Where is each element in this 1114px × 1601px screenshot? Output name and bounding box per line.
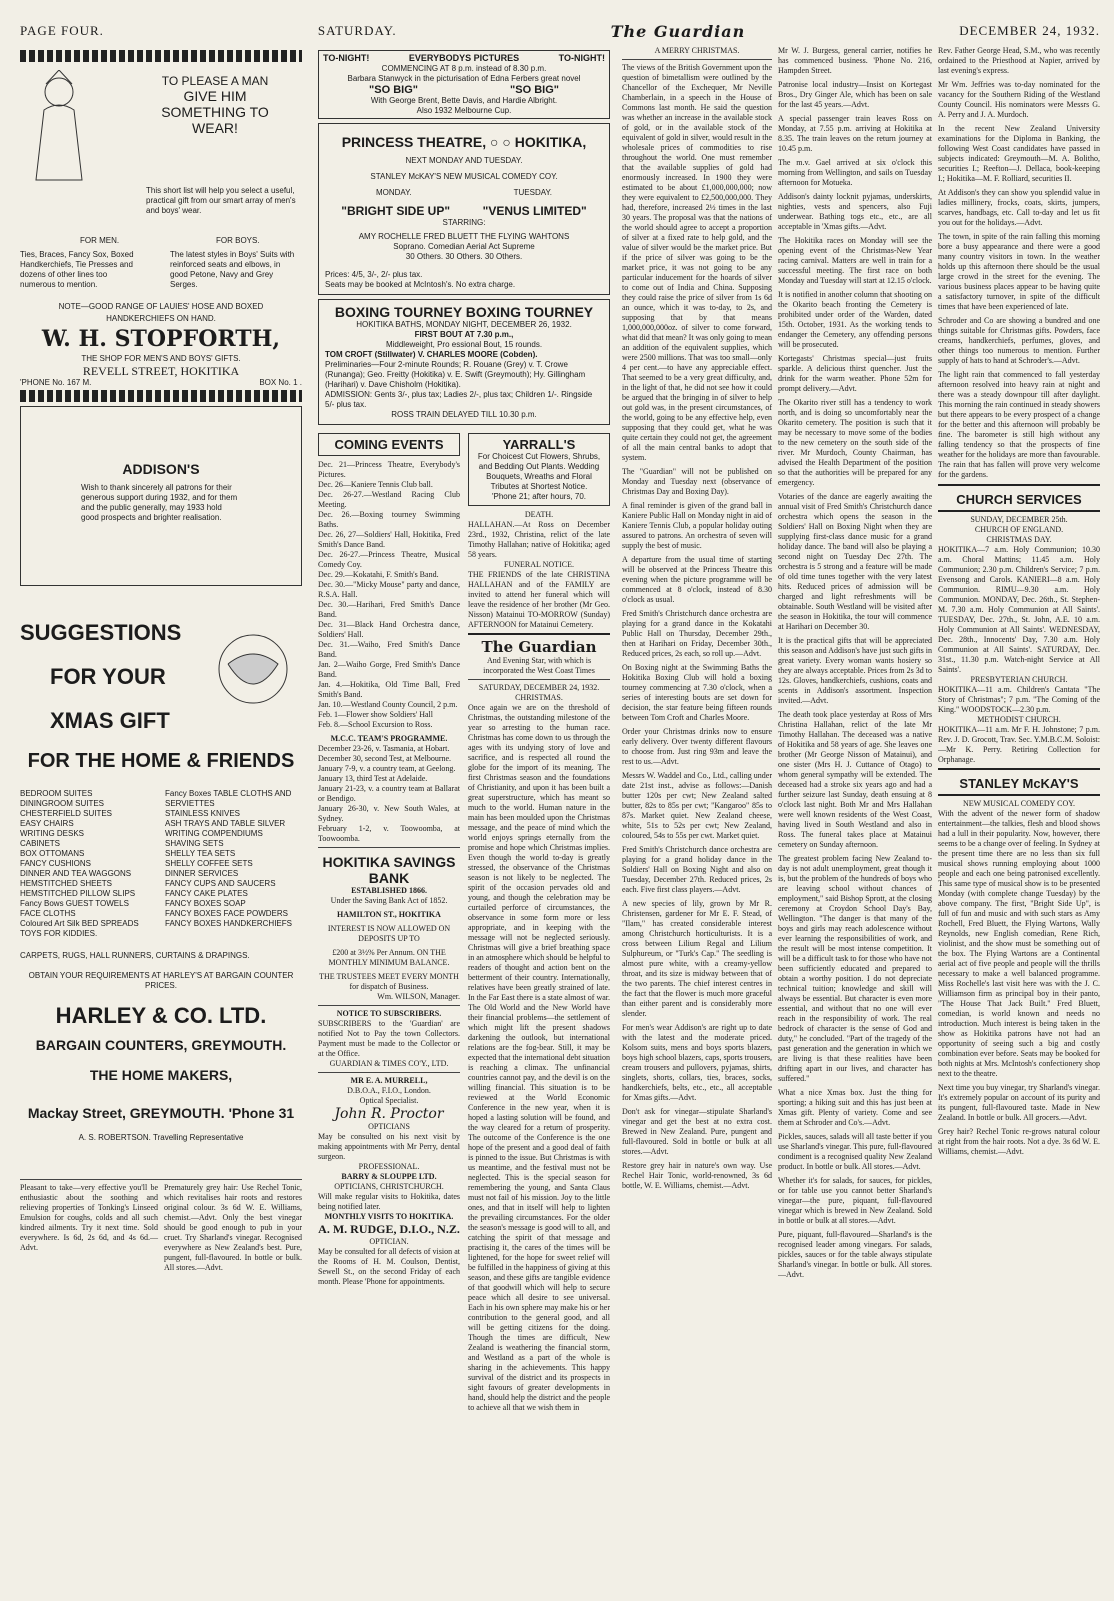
news-paragraph: The light rain that commenced to fall yesterday afternoon resolved into heavy rain at night and there was a steady downpour till after daylight. This morning the rain continued in steady showers but there appears to be every prospect of a change for the better and this afternoon will probably be fine. The barometer is still high without any falling tendency so that the prospects of fine weather for the holidays are more than favourable. The rain that has fallen will prove very welcome for the gardens.	[938, 370, 1100, 479]
funeral-text: THE FRIENDS of the late CHRISTINA HALLAHAN and of the FAMILY are invited to attend her funeral which will leave the residence of her brother (Mr Geo. Nisson) Matainui TO-MORROW (Sunday) AFTERNOON for Matainui Cemetery.	[468, 570, 610, 629]
addison-name: ADDISON'S	[122, 461, 200, 477]
divider	[318, 1072, 460, 1073]
pictures-name: EVERYBODYS PICTURES	[408, 53, 520, 63]
divider	[938, 794, 1100, 796]
harley-home-friends: FOR THE HOME & FRIENDS	[27, 750, 295, 772]
methodist-services: HOKITIKA—11 a.m. Mr F. H. Johnstone; 7 p.m. Rev. J. D. Grocott, Trav. Sec. Y.M.B.C.M. Soloist:—Mr K. Perry. Retiring Collection for Orphanage.	[938, 725, 1100, 764]
harley-list-item: DINNER SERVICES	[165, 869, 239, 878]
harley-list-item: FANCY BOXES FACE POWDERS	[165, 909, 288, 918]
coming-event-item: Dec. 26.—Boxing tourney Swimming Baths.	[318, 510, 460, 529]
divider	[468, 679, 610, 680]
pictures-desc: Barbara Stanwyck in the picturisation of Edna Ferbers great novel	[347, 74, 581, 83]
divider	[938, 768, 1100, 770]
coming-event-item: Dec. 31.—Waiho, Fred Smith's Dance Band.	[318, 640, 460, 659]
bank-rate: £200 at 3½% Per Annum. ON THE MONTHLY MINIMUM BALANCE.	[328, 948, 450, 967]
church-date: SUNDAY, DECEMBER 25th.	[970, 515, 1068, 524]
news-paragraph: It is the practical gifts that will be appreciated this season and Addison's have just such gifts in great variety. Every woman wants hosiery so they are always acceptable. Prices from 2s 3d to 12s. Gloves, handkerchiefs, cushions, coats and scents in Addison's assortment. Inspection invited.—Advt.	[778, 636, 932, 705]
divider	[938, 484, 1100, 486]
mcc-item: January 26-30, v. New South Wales, at Sydney.	[318, 804, 460, 823]
news-paragraph: Messrs W. Waddel and Co., Ltd., calling under date 21st inst., advise as follows:—Danish butter 120s per cwt; New Zealand salted butter, 82s to 85s per cwt; "Kangaroo" 85s to 87s. Market quiet. New Zealand cheese, white, 51s to 52s per cwt; New Zealand, coloured, 54s to 55s per cwt. Market quiet.	[622, 771, 772, 840]
harley-list-item: WRITING DESKS	[20, 829, 85, 838]
harley-list-item: TOYS FOR KIDDIES.	[20, 929, 98, 938]
methodist-heading: METHODIST CHURCH.	[977, 715, 1061, 724]
mcc-item: January 21-23, v. a country team at Ballarat or Bendigo.	[318, 784, 460, 803]
rudge-name: A. M. RUDGE, D.I.O., N.Z.	[318, 1222, 460, 1236]
bank-act: Under the Saving Bank Act of 1852.	[330, 896, 448, 905]
death-heading: DEATH.	[524, 510, 554, 519]
column-2-split	[318, 429, 610, 1413]
stopforth-note: NOTE—GOOD RANGE OF LAUIES' HOSE AND BOXED	[58, 302, 264, 311]
coe-heading: CHURCH OF ENGLAND.	[974, 525, 1064, 534]
pictures-also: Also 1932 Melbourne Cup.	[416, 106, 512, 115]
mcc-item: January 13, third Test at Adelaide.	[318, 774, 428, 783]
boxing-main: Middleweight, Pro essional Bout, 15 rounds.	[385, 340, 543, 349]
news-paragraph: A new species of lily, grown by Mr R. Christensen, gardener for Mr E. F. Stead, of "Ilam," has created considerable interest among Christchurch horticulturists. It is a cross between Lilium Regal and Lilium Sulphureum, or "Turk's Cap." The seedling is almost pure white, with a creamy-yellow throat, and its size is midway between that of the two parents. The chief interest centres in the fact that the flower is much more graceful than either parent and is considerably more slender.	[622, 899, 772, 1018]
film-title: "SO BIG"	[510, 84, 559, 96]
boxing-ad	[318, 299, 610, 425]
news-paragraph: Fred Smith's Christchurch dance orchestra are playing for a grand dance in the Kokatahi Public Hall on Thursday, December 29th., then at Harihari on Friday, December 30th., Reduced prices, 2s each, so roll up.—Advt.	[622, 609, 772, 658]
masthead-date: DECEMBER 24, 1932.	[959, 23, 1100, 38]
subscribers-sign: GUARDIAN & TIMES CO'Y., LTD.	[329, 1059, 449, 1068]
coming-event-item: Dec. 30.—"Micky Mouse" party and dance, R.S.A. Hall.	[318, 580, 460, 599]
day-label: TUESDAY.	[513, 188, 553, 197]
coming-event-item: Dec. 26—Kaniere Tennis Club ball.	[318, 480, 433, 489]
tonic-vinegar-ad: Prematurely grey hair: Use Rechel Tonic, which revitalises hair roots and restores original colour. 3s 6d W. E. Williams, chemist.—Advt. Only the best vinegar should be good enough to pub in your cruet. Try Sharland's vinegar. Recognised everywhere as New Zealand's best. Pure, pungent, full-flavoured. In bottle or bulk. All stores.—Advt.	[164, 1183, 302, 1272]
addison-ad	[20, 406, 302, 586]
harley-list-item: ASH TRAYS AND TABLE SILVER	[165, 819, 286, 828]
murrell-name: MR E. A. MURRELL,	[350, 1076, 428, 1085]
news-paragraph: The Hokitika races on Monday will see the opening event of the Christmas-New Year racing carnival. Matters are well in train for a successful meeting. The first race on both Monday and Tuesday will start at 12.15 o'clock.	[778, 236, 932, 285]
news-paragraph: Restore grey hair in nature's own way. Use Rechel Hair Tonic, world-renowned, 3s 6d bottle, W. E. Williams, chemist.—Advt.	[622, 1161, 772, 1190]
harley-for-your: FOR YOUR	[50, 664, 166, 689]
harley-makers: THE HOME MAKERS,	[89, 1067, 233, 1083]
headline-line: WEAR!	[192, 120, 238, 136]
harley-list-item: FANCY BOXES SOAP	[165, 899, 246, 908]
yarrall-ad	[468, 433, 610, 506]
coming-event-item: Dec. 26, 27—Soldiers' Hall, Hokitika, Fred Smith's Dance Band.	[318, 530, 460, 549]
news-paragraph: Pickles, sauces, salads will all taste better if you use Sharland's vinegar. This pure, full-flavoured condiment is a recognised quality New Zealand product. In bottle or bulk. All stores.—Advt.	[778, 1132, 932, 1171]
barry-name: BARRY & SLOUPPE LTD.	[341, 1172, 437, 1181]
column-news-1	[622, 46, 772, 1195]
column-news-2	[778, 46, 932, 1284]
tonight-label: TO-NIGHT!	[558, 53, 605, 63]
stopforth-tagline: THE SHOP FOR MEN'S AND BOYS' GIFTS.	[81, 354, 241, 363]
coming-event-item: Dec. 26-27.—Westland Racing Club Meeting.	[318, 490, 460, 509]
news-paragraph: Next time you buy vinegar, try Sharland's vinegar. It's extremely popular on account of its purity and its pungent, full-flavoured taste. Made in New Zealand. In bottle or bulk. All grocers.—Advt.	[938, 1083, 1100, 1122]
news-paragraph: A departure from the usual time of starting will be observed at the Princess Theatre this evening when the picture programme will be commenced at 8 o'clock, instead of 8.30 o'clock as usual.	[622, 555, 772, 604]
pictures-films	[323, 84, 605, 96]
harley-list-item: Fancy Bows GUEST TOWELS	[20, 899, 129, 908]
boxing-venue: HOKITIKA BATHS, MONDAY NIGHT, DECEMBER 26, 1932.	[356, 320, 572, 329]
coming-event-item: Dec. 21—Princess Theatre, Everybody's Pictures.	[318, 460, 460, 479]
harley-xmas-gift: XMAS GIFT	[50, 708, 170, 733]
news-paragraph: For men's wear Addison's are right up to date with the latest and the moderate priced. Kolsom suits, mens and boys sports blazers, boys high school blazers, caps, sports trousers, cream trousers and pullovers, pyjamas, shirts, singlets, shorts, collars, ties, braces, socks, handkerchiefs, belts, etc., etc., all acceptable for Xmas gifts.—Advt.	[622, 1023, 772, 1102]
stanley-sub: NEW MUSICAL COMEDY COY.	[962, 799, 1075, 808]
news-paragraph: Addison's dainty locknit pyjamas, underskirts, nighties, vests and spencers, also Fuji underwear. Bathing togs etc., etc., are all acceptable in 'Xmas gifts.—Advt.	[778, 192, 932, 231]
coming-event-item: Jan. 2—Waiho Gorge, Fred Smith's Dance Band.	[318, 660, 460, 679]
harley-rep: A. S. ROBERTSON. Travelling Representative	[78, 1133, 244, 1142]
news-paragraph: At Addison's they can show you splendid value in ladies millinery, frocks, coats, skirts, jumpers, scarves, handbags, etc. Call to-day and let us fit you out for the holidays.—Advt.	[938, 188, 1100, 227]
coming-event-item: Dec. 31—Black Hand Orchestra dance, Soldiers' Hall.	[318, 620, 460, 639]
coming-event-item: Jan. 4.—Hokitika, Old Time Ball, Fred Smith's Band.	[318, 680, 460, 699]
coming-events-box	[318, 433, 460, 456]
news-paragraph: Order your Christmas drinks now to ensure early delivery. Over twenty different flavours to choose from. Just ring 93m and leave the rest to us.—Advt.	[622, 727, 772, 766]
harley-list-item: FANCY BOXES HANDKERCHIEFS	[165, 919, 292, 928]
rudge-role: OPTICIAN.	[369, 1237, 409, 1246]
boys-heading: FOR BOYS.	[216, 236, 260, 245]
harley-list-item: WRITING COMPENDIUMS	[165, 829, 263, 838]
men-list: Ties, Braces, Fancy Sox, Boxed Handkerchiefs, Tie Presses and dozens of other lines too numerous to mention.	[20, 250, 134, 289]
divider	[318, 1005, 460, 1006]
princess-title: PRINCESS THEATRE, ○ ○ HOKITIKA,	[341, 134, 587, 150]
day-label: MONDAY.	[375, 188, 412, 197]
guardian-date: SATURDAY, DECEMBER 24, 1932.	[478, 683, 600, 692]
divider	[938, 510, 1100, 512]
addison-text: Wish to thank sincerely all patrons for their generous support during 1932, and for them and the public generally, may 1933 hold good prospects and brighter realisation.	[81, 483, 238, 522]
stanley-title: STANLEY McKAY'S	[959, 776, 1079, 791]
divider	[20, 1179, 302, 1180]
men-heading: FOR MEN.	[80, 236, 120, 245]
coming-event-item: Dec. 29.—Kokatahi, F. Smith's Band.	[318, 570, 439, 579]
princess-ad	[318, 123, 610, 295]
proctor-logo: John R. Proctor	[334, 1106, 444, 1122]
harley-list-item: SHELLY TEA SETS	[165, 849, 236, 858]
guardian-title: The Guardian	[481, 638, 597, 656]
stopforth-name: W. H. STOPFORTH,	[41, 326, 281, 352]
boxing-fight: TOM CROFT (Stillwater) V. CHARLES MOORE (Cobden).	[325, 350, 538, 359]
princess-company: STANLEY McKAY'S NEW MUSICAL COMEDY COY.	[370, 172, 558, 181]
decorative-border	[20, 390, 302, 402]
harley-obtain: OBTAIN YOUR REQUIREMENTS AT HARLEY'S AT BARGAIN COUNTER PRICES.	[28, 971, 294, 990]
harley-list-item: DININGROOM SUITES	[20, 799, 105, 808]
mcc-item: February 1-2, v. Toowoomba, at Toowoomba.	[318, 824, 460, 843]
news-paragraph: It is notified in another column that shooting on the Okarito beach fronting the Cemetery is prohibited under order of the Warden, dated 15th. October, 1931. As the working tends to endanger the Cemetery, any offending persons will be prosecuted.	[778, 290, 932, 349]
murrell-text: May be consulted on his next visit by making appointments with Mr Perry, dental surgeon.	[318, 1132, 460, 1161]
santa-illustration	[24, 70, 94, 190]
stopforth-ad	[20, 66, 302, 386]
harley-name: HARLEY & CO. LTD.	[55, 1003, 267, 1028]
starring-label: STARRING:	[442, 218, 486, 227]
mcc-list	[318, 744, 460, 844]
harley-list-item: FACE CLOTHS	[20, 909, 76, 918]
princess-days	[325, 188, 603, 198]
barry-text: Will make regular visits to Hokitika, dates being notified later.	[318, 1192, 460, 1211]
news-paragraph: Schroder and Co are showing a bundred and one things suitable for Christmas gifts. Powders, face creams, handkerchiefs, perfumes, gloves, and other things too numerous to mention. Further supply of hats to hand at Schroder's.—Advt.	[938, 316, 1100, 365]
princess-cast: AMY ROCHELLE FRED BLUETT THE FLYING WAHTONS	[358, 232, 570, 241]
princess-when: NEXT MONDAY AND TUESDAY.	[405, 156, 523, 165]
coming-events-title: COMING EVENTS	[334, 437, 444, 452]
divider	[318, 847, 460, 848]
harley-ad	[20, 620, 302, 1176]
pictures-time: COMMENCING AT 8 p.m. instead of 8.30 p.m.	[381, 64, 547, 73]
editorial-text: Once again we are on the threshold of Christmas, the outstanding milestone of the year so arresting to the human race. Christmas has come down to us through the ages with its undying story of love and sacrifice, and is respected all round the globe for the import of its meaning. The first Christmas season and the foundations of Christianity, and upon it has been built a great superstructure, which has meant so much to the world. Human nature in the main has been moulded upon the Christmas message, and the peace of mind which the world enjoys springs eternally from the promise and hope which Christmas implies. Even though the world to-day is greatly stressed, the observance of the Christmas season is not likely to be neglected. The spirit of the occasion pervades old and young, and though the celebration may be curtailed perforce of circumstances, the observance in some form more or less appropriate, and in keeping with the message will not be neglected seriously. Christmas will give a brief breathing space in an atmosphere which should be helpful to readers of thought and action bent on the betterment of their country. Internationally, relatives have been greatly strained of late. In the Far East there is a state almost of war. The Old World and the New World have their financial problems—the settlement of which might lift the present shadows darkening the outlook, but international relations are the fog-bear. Still, it may be expected that the international debt situation is reaching a climax. The unfinancial countries cannot pay, and the devil is on the willing financial. This situation is to be reviewed at the World Economic Conference in the new year, when it is hoped a lasting solution will be found, and the way cleared for a return of prosperity. The outcome of the Conference is the one hope of the present and a good deal of faith is pinned to the issue. But Christmas is with us meantime, and the festival must not be neglected. This is the special season for remembering the young, and Santa Claus must not fail of his mission. Joy to the little ones, and that in itself will help to lighten the prevailing circumstances. For the older the season's message is good will to all, and catching the spirit of that message and practising it, the cares of the times will be lightened, for the hope for sweet relief will be fulfilled in the happiness of giving at this season, and these gifts are tangible evidence of that goodwill which will help to secure peace which all desire to see universal. Each in his own sphere may make his or her contribution to the general good, and all will be getting citizens for the doing. Though the times are difficult, New Zealand is weathering the financial storm, and Westland as a part of the whole is sharing in the achievements. This happy survival of the district and its prospects in sight favours of greater developments in hand, should help the district and the people to achieve all that we wish them in	[468, 703, 610, 1412]
harley-list-item: SHELLY COFFEE SETS	[165, 859, 253, 868]
harley-list-item: FANCY CUPS AND SAUCERS	[165, 879, 276, 888]
coming-event-item: Dec. 26-27.—Princess Theatre, Musical Comedy Coy.	[318, 550, 460, 569]
coe-services: HOKITIKA—7 a.m. Holy Communion; 10.30 a.m. Choral Mattins; 11.45 a.m. Holy Communion; 2.30 p.m. Children's Service; 7 p.m. Evensong and Carols. KANIERI—8 a.m. Holy Communion. RIMU—9.30 a.m. Holy Communion. MONDAY, Dec. 26th., St. Stephen-M. 7.30 a.m. Holy Communion at All Saints'. TUESDAY, Dec. 27th., St. John, A.E. 10 a.m. Holy Communion at All Saints'. WEDNESDAY, Dec. 28th., Innocents' Day, 7.30 a.m. Holy Communion at All Saints'. SATURDAY, Dec. 31st., 11.30 p.m. Watch-night Service at All Saints'.	[938, 545, 1100, 674]
harley-bargain: BARGAIN COUNTERS, GREYMOUTH.	[35, 1037, 287, 1053]
murrell-role: Optical Specialist.	[359, 1096, 419, 1105]
harley-list-item: BOX OTTOMANS	[20, 849, 85, 858]
news-paragraph: Mr Wm. Jeffries was to-day nominated for the vacancy for the Southern Riding of the Westland County Council. His nominators were Messrs G. A. Perry and J. A. Murdoch.	[938, 80, 1100, 119]
news-paragraph: The m.v. Gael arrived at six o'clock this morning from Wellington, and sails on Tuesday afternoon for Motueka.	[778, 158, 932, 187]
news-paragraph: A special passenger train leaves Ross on Monday, at 7.55 p.m. arriving at Hokitika at 8.35. The train leaves on the return journey at 10.45 p.m.	[778, 114, 932, 153]
bank-interest: INTEREST IS NOW ALLOWED ON DEPOSITS UP TO	[327, 924, 451, 943]
news-paragraph: The "Guardian" will not be published on Monday and Tuesday next (observance of Christmas Day and Boxing Day).	[622, 467, 772, 496]
bank-title: HOKITIKA SAVINGS BANK	[322, 854, 456, 886]
headline-line: TO PLEASE A MAN	[161, 74, 269, 88]
guardian-sub: And Evening Star, with which is incorporated the West Coast Times	[483, 656, 595, 675]
harley-list-item: SHAVING SETS	[165, 839, 224, 848]
editorial-heading: CHRISTMAS.	[515, 693, 563, 702]
harley-list-item: BEDROOM SUITES	[20, 789, 93, 798]
princess-roles: Soprano. Comedian Aerial Act Supreme	[393, 242, 535, 251]
divider	[622, 59, 772, 60]
divider	[468, 633, 610, 635]
news-paragraph: What a nice Xmas box. Just the thing for sporting; a hiking suit and this has just been at Xmas gift. Plenty of variety. Come and see them at Schroder and Co's.—Advt.	[778, 1088, 932, 1127]
merry-christmas: A MERRY CHRISTMAS.	[654, 46, 740, 55]
proctor-logo-sub: OPTICIANS	[368, 1122, 410, 1131]
masthead	[20, 22, 1100, 40]
subscribers-text: SUBSCRIBERS to the 'Guardian' are notified Not to Pay the town Collectors. Payment must be made to the Collector or at the Office.	[318, 1019, 460, 1058]
harley-list-item: STAINLESS KNIVES	[165, 809, 240, 818]
death-text: HALLAHAN.—At Ross on December 23rd., 1932, Christina, relict of the late Timothy Hallahan; native of Hokitika; aged 58 years.	[468, 520, 610, 559]
harley-street: Mackay Street, GREYMOUTH. 'Phone 31	[27, 1105, 295, 1121]
news-paragraph: The Okarito river still has a tendency to work north, and is doing so uncomfortably near the Okarito cemetery. The position is such that it may be necessary to move some of the bodies to the new cemetery on the south side of the river. Mr Murdoch, County Chairman, has advised the Health Department of the position so that the authorities will be prepared for any emergency.	[778, 398, 932, 487]
boxing-title: BOXING TOURNEY BOXING TOURNEY	[334, 304, 594, 320]
boys-list: The latest styles in Boys' Suits with reinforced seats and elbows, in good Petone, Navy and Grey Serges.	[170, 250, 295, 289]
santa-illustration	[208, 624, 298, 714]
rudge-text: May be consulted for all defects of vision at the Rooms of H. M. Coulson, Dentist, Sewell St., on the second Friday of each month. Please 'Phone for appointments.	[318, 1247, 460, 1286]
princess-shows	[325, 204, 603, 218]
headline-line: SOMETHING TO	[161, 104, 269, 120]
harley-list-item: DINNER AND TEA WAGGONS	[20, 869, 132, 878]
presbyterian-services: HOKITIKA—11 a.m. Children's Cantata "The Story of Christmas"; 7 p.m. "The Coming of the King." WOODSTOCK—2.30 p.m.	[938, 685, 1100, 714]
news-paragraph: Mr W. J. Burgess, general carrier, notifies he has commenced business. 'Phone No. 216, Hampden Street.	[778, 46, 932, 75]
mcc-item: December 30, second Test, at Melbourne.	[318, 754, 452, 763]
professional-heading: PROFESSIONAL.	[358, 1162, 420, 1171]
stopforth-address: REVELL STREET, HOKITIKA	[82, 364, 240, 378]
news-paragraph: With the advent of the newer form of shadow entertainment—the talkies, flesh and blood shows had a lull in their popularity. Now, however, there seems to be a change over of feeling. In Sydney at the present time there are no less than six full musical shows running employing about 1000 people and each one being patronised excellently. This same type of musical show is to be presented Monday (with complete change Tuesday) by the above company. The first, "Bright Side Up", is full of fun and music and with such stars as Amy Rochell, Fred Bluett, the Flying Wartons, Wally Reynolds, new English comedian, Rene Rich, violinist, and the show must be something out of the box. The Flying Wartons are a Continental aerial act of five people and people will the thrills necessary to make a well balanced programme. Miss Rochelle's last visit here was with the J. C. Williamson firm as principal boy in their panto, "The House That Jack Built." Fred Bluett, comedian, is world known and needs no introduction. Much interest is being taken in the show as Hokitika patrons have not had an opportunity of seeing such a big and costly combination ever before. Seats may be booked for both nights at Mrs. McIntosh's confectionery shop next to the theatre.	[938, 809, 1100, 1078]
stopforth-note-2: HANDKERCHIEFS ON HAND.	[106, 314, 216, 323]
news-paragraph: Kortegasts' Christmas special—just fruits sparkle. A delicious thirst quencher. Just the drink for the warm weather. Phone 52m for prompt delivery.—Advt.	[778, 354, 932, 393]
harley-list-item: CHESTERFIELD SUITES	[20, 809, 113, 818]
bank-trustees: THE TRUSTEES MEET EVERY MONTH for dispatch of Business.	[319, 972, 459, 991]
col2-left	[318, 429, 460, 1413]
yarrall-text: For Choicest Cut Flowers, Shrubs, and Bedding Out Plants. Wedding Bouquets, Wreaths and Floral Tributes at Shortest Notice.	[477, 452, 601, 491]
news-paragraph: The greatest problem facing New Zealand to-day is not adult unemployment, great though it is, but the problem of the hundreds of boys who are leaving school without chances of employment," said Bishop Sprott, at the closing ceremony at Croydon School Day's Bay, Wellington. "The danger is that many of the boys and girls may reach adolescence without ever learning the responsibilities of work, and the result will be most intense competition. It will be a difficult task to for those who have not been sufficiently educated and prepared to obtain a worthy position. I do not depreciate technical tuition; knowledge and skill will always be essential. But character is even more essential, and without that no one will ever reach in the responsibility of work. The real bedrock of character is the sense of God and duty," he concluded. "Part of the tragedy of the past generation and the generation in which we are living is that these realities have been drifting apart in our lives, and character has suffered."	[778, 854, 932, 1083]
bank-address: HAMILTON ST., HOKITIKA	[337, 910, 441, 919]
harley-list-item: Fancy Boxes TABLE CLOTHS AND SERVIETTES	[165, 789, 292, 808]
show-title: "BRIGHT SIDE UP"	[341, 204, 451, 218]
news-paragraph: On Boxing night at the Swimming Baths the Hokitika Boxing Club will hold a boxing tourney commencing at 7.30 o'clock, when a series of interesting bouts are set down for decision, the star feature being fifteen rounds between Tom Croft and Charles Moore.	[622, 663, 772, 722]
harley-list-item: HEMSTITCHED SHEETS	[20, 879, 113, 888]
boxing-prelim: Preliminaries—Four 2-minute Rounds; R. Rouane (Grey) v. T. Crowe (Runanga); Geo. Freitty (Hokitika) v. E. Swift (Greymouth); Hy. Gillingham (Harihari) v. Dave Chisholm (Hokitika).	[325, 360, 586, 389]
headline-line: GIVE HIM	[183, 88, 247, 104]
coming-event-item: Feb. 1—Flower show Soldiers' Hall	[318, 710, 433, 719]
funeral-heading: FUNERAL NOTICE.	[504, 560, 574, 569]
news-paragraph: Grey hair? Rechel Tonic re-grows natural colour at right from the hair roots. Not a dye. 3s 6d W. E. Williams, chemist.—Advt.	[938, 1127, 1100, 1156]
harley-list-item: HEMSTITCHED PILLOW SLIPS	[20, 889, 136, 898]
subscribers-title: NOTICE TO SUBSCRIBERS.	[336, 1009, 442, 1018]
monthly-heading: MONTHLY VISITS TO HOKITIKA.	[324, 1212, 454, 1221]
presbyterian-heading: PRESBYTERIAN CHURCH.	[970, 675, 1068, 684]
tonking-ad: Pleasant to take—very effective you'll be enthusiastic about the soothing and relieving properties of Tonking's Linseed Emulsion for coughs, colds and all such kindred ailments. Try it next time. Sold everywhere. Is 6d, 2s 6d, and 4s 6d.—Advt.	[20, 1183, 158, 1252]
bank-est: ESTABLISHED 1866.	[351, 886, 427, 895]
masthead-title: The Guardian	[610, 21, 746, 41]
coming-events-list	[318, 460, 460, 730]
coming-event-item: Jan. 10.—Westland County Council, 2 p.m.	[318, 700, 458, 709]
church-services-title: CHURCH SERVICES	[956, 492, 1082, 507]
news-paragraph: The death took place yesterday at Ross of Mrs Christina Hallahan, relict of the late Mr Timothy Hallahan. The deceased was a native of Hokitika and 58 years of age. She leaves one brother (Mr George Nisson of Matainui), and one sister (Mrs H. J. Cuttance of Otago) to whom general sympathy will be extended. The deceased had a stroke six years ago and had a further seizure last Sunday, death ensuing at 8 o'clock last night. Both Mr and Mrs Hallahan were well known residents of the West Coast, having lived in South Westland and also in Ross. The funeral takes place at Matainui cemetery on Sunday afternoon.	[778, 710, 932, 849]
bank-signature: Wm. WILSON, Manager.	[377, 992, 460, 1001]
princess-seats: Seats may be booked at McIntosh's. No extra charge.	[325, 280, 516, 289]
harley-list-right	[165, 789, 302, 939]
news-paragraph: The views of the British Government upon the question of bimetallism were outlined by the Chancellor of the Exchequer, Mr Neville Chamberlain, in a speech in the House of Commons last month. He said the question was whether an increase in the available stock of gold, or in the available stock of the equivalent of gold in silver, would result in the wholesale prices of commodities to rise throughout the world. One must remember that the available supplies of gold had enormously increased. In 1900 they were estimated to be about £1,000,000,000; now they were equivalent to £2,500,000,000. They had, therefore, increased 2½ times in the last 30 years. The proposal was that the nations of the world should agree to accept a proportion of silver at a fixed rate to help gold, and the value of silver would be the market price. But if the price of silver was going to be the market price, it was not going to be any particular inducement for the hoards of silver to come out of India and China. Supposing they could raise the price of silver from 1s 6d an ounce, which it was to-day, to 2s, and supposing that by that means 1,000,000,000oz. of silver to come forward, what did that mean? It was only going to mean an addition of the equivalent supplies, which were 2500 millions. That was too small—only 4 per cent.—to have any appreciable effect. That seemed to be a very great difficulty, and, in the light of that, he did not see how it could be argued that the bringing in of silver to help out gold was, in the present circumstances, of the world, going to be any effective help, even supposing that they could get, what he was quite certain they could not get, the agreement of all the main central banks to adopt that system.	[622, 63, 772, 462]
column-ads-left	[20, 46, 302, 1273]
boxing-admission: ADMISSION: Gents 3/-, plus tax; Ladies 2/-, plus tax; Children 1/-. Ringside 5/- plus tax.	[325, 390, 593, 409]
news-paragraph: Votaries of the dance are eagerly awaiting the annual visit of Fred Smith's Christchurch dance orchestra which opens the season in the Soldiers' Hall on Boxing Night when they are supplying first-class dance music for a grand holiday dance. The band will also be playing a second night on Tuesday Dec 27th. The orchestra is 5 strong and a feature will be made of old time tunes together with the very latest hits. Reduced prices of admission will be charged and light refreshments will be obtainable. South Westland will be visited after the season in Hokitika, the tour will commence at Harihari on December 30.	[778, 492, 932, 631]
boxing-first: FIRST BOUT AT 7.30 p.m.,	[414, 330, 514, 339]
yarrall-title: YARRALL'S	[502, 437, 576, 452]
stopforth-phone: 'PHONE No. 167 M.	[20, 378, 92, 387]
news-paragraph: Pure, piquant, full-flavoured—Sharland's is the recognised leader among vinegars. For salads, pickles, sauces or for the table always stipulate Sharland's vinegar. In bottle or bulk. All stores.—Advt.	[778, 1230, 932, 1279]
pictures-ad	[318, 50, 610, 119]
mcc-item: January 7-9, v. a country team, at Geelong.	[318, 764, 456, 773]
news-paragraph: A final reminder is given of the grand ball in Kaniere Public Hall on Monday night in aid of Kaniere Tennis Club, a popular holiday outing assured to patrons. An orchestra of seven will supply the best of music.	[622, 501, 772, 550]
stopforth-headline	[130, 74, 300, 136]
pictures-header	[323, 53, 605, 64]
harley-list-item: Coloured Art Silk BED SPREADS	[20, 919, 139, 928]
harley-list-item: CABINETS	[20, 839, 61, 848]
masthead-day: SATURDAY.	[317, 23, 397, 38]
stopforth-box: BOX No. 1 .	[259, 378, 302, 387]
coming-event-item: Feb. 8.—School Excursion to Ross.	[318, 720, 433, 729]
harley-product-list	[20, 789, 302, 939]
tonight-label: TO-NIGHT!	[323, 53, 370, 63]
harley-list-item: EASY CHAIRS	[20, 819, 74, 828]
news-paragraph: Patronise local industry—Insist on Kortegast Bros., Dry Ginger Ale, which has been on sale for the last 45 years.—Advt.	[778, 80, 932, 109]
stopforth-intro: This short list will help you select a useful, practical gift from our smart array of men's and boys' wear.	[146, 186, 296, 215]
pictures-with: With George Brent, Bette Davis, and Hardie Albright.	[370, 96, 558, 105]
princess-prices: Prices: 4/5, 3/-, 2/- plus tax.	[325, 270, 423, 279]
yarrall-phone: 'Phone 21; after hours, 70.	[491, 492, 587, 501]
news-paragraph: The town, in spite of the rain falling this morning bore a busy appearance and there were a good many country visitors in town. In the weather holds up this afternoon there should be the usual large crowd in the street for the evening. The various business places appear to be having quite a satisfactory turnover, in spite of the difficult times that have been experienced of late.	[938, 232, 1100, 311]
harley-list-item: FANCY CAKE PLATES	[165, 889, 248, 898]
news-paragraph: Whether it's for salads, for sauces, for pickles, or for table use you cannot better Sharland's vinegar—the pure, piquant, full-flavoured vinegar which is brewed in New Zealand. Sold in bottle or bulk at all stores.—Advt.	[778, 1176, 932, 1225]
show-title: "VENUS LIMITED"	[482, 204, 587, 218]
princess-others: 30 Others. 30 Others. 30 Others.	[405, 252, 523, 261]
boxing-train: ROSS TRAIN DELAYED TILL 10.30 p.m.	[391, 410, 537, 419]
news-paragraph: Fred Smith's Christchurch dance orchestra are playing for a grand holiday dance in the Soldiers' Hall on Boxing Night and also on Tuesday, December 27th. Reduced prices, 2s each. Five first class players.—Advt.	[622, 845, 772, 894]
mcc-item: December 23-26, v. Tasmania, at Hobart.	[318, 744, 450, 753]
christmas-day-heading: CHRISTMAS DAY.	[986, 535, 1052, 544]
harley-suggestions: SUGGESTIONS	[20, 620, 182, 645]
harley-list-left	[20, 789, 157, 939]
harley-carpets: CARPETS, RUGS, HALL RUNNERS, CURTAINS & DRAPINGS.	[20, 951, 250, 960]
page-number: PAGE FOUR.	[20, 23, 104, 38]
small-ads	[20, 1183, 302, 1273]
column-entertainment	[318, 46, 610, 1413]
harley-list-item: FANCY CUSHIONS	[20, 859, 91, 868]
news-paragraph: Rev. Father George Head, S.M., who was recently ordained to the Priesthood at Napier, arrived by last evening's express.	[938, 46, 1100, 75]
barry-sub: OPTICIANS, CHRISTCHURCH.	[334, 1182, 444, 1191]
news-paragraph: Don't ask for vinegar—stipulate Sharland's vinegar and get the best at no extra cost. Brewed in New Zealand. Pure, pungent and full-flavoured. Sold in bottle or bulk at all stores.—Advt.	[622, 1107, 772, 1156]
news-paragraph: In the recent New Zealand University examinations for the Diploma in Banking, the following West Coast candidates have passed in subjects indicated: Greymouth—M. A. Bolitho, securities I.; Reefton—J. Dellaca, book-keeping I.; Hokitika—M. F. Rolliard, securities II.	[938, 124, 1100, 183]
murrell-quals: D.B.O.A., F.I.O., London.	[347, 1086, 431, 1095]
coming-event-item: Dec. 30.—Harihari, Fred Smith's Dance Band.	[318, 600, 460, 619]
film-title: "SO BIG"	[369, 84, 418, 96]
col2-right	[468, 429, 610, 1413]
column-news-3	[938, 46, 1100, 1161]
decorative-border	[20, 50, 302, 62]
mcc-heading: M.C.C. TEAM'S PROGRAMME.	[330, 734, 448, 743]
